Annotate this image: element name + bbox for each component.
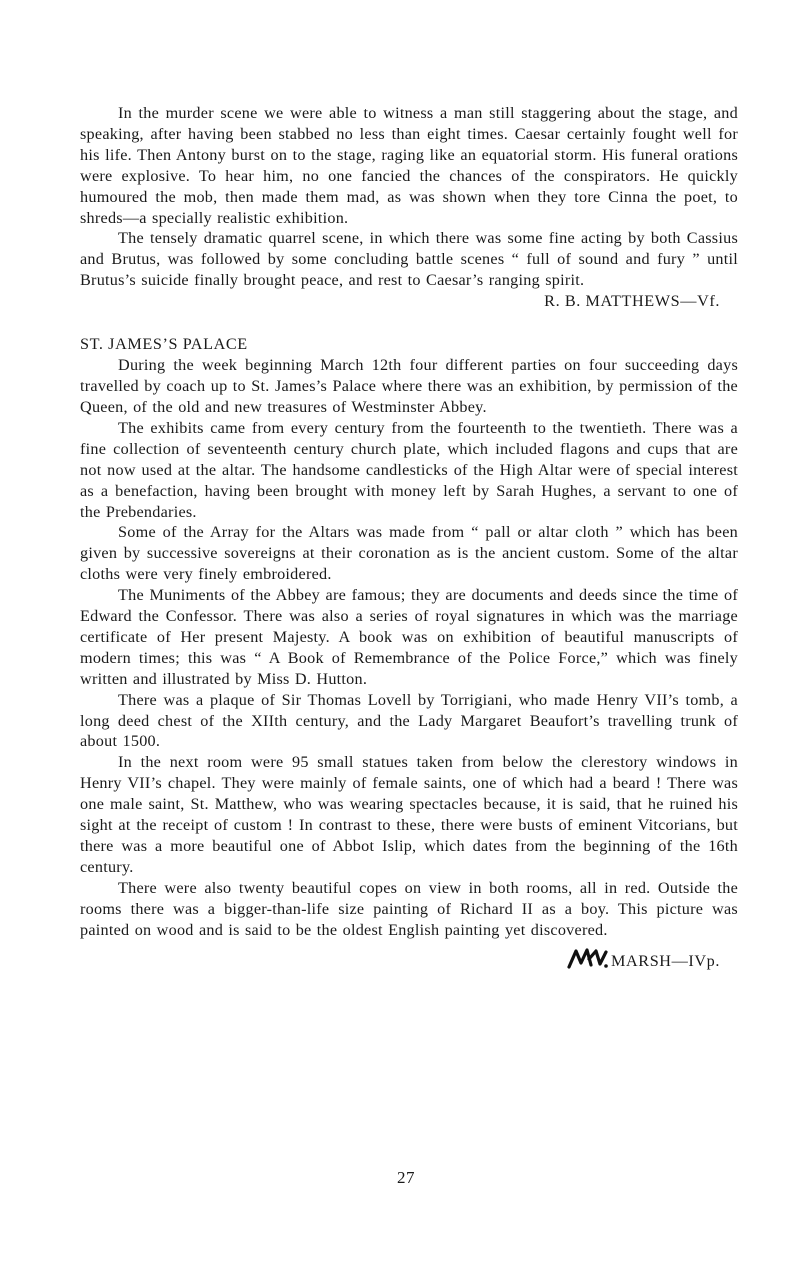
section-gap — [80, 312, 738, 334]
page-body — [80, 103, 738, 975]
paragraph: In the next room were 95 small statues taken from below the clerestory windows in Henry VII’s chapel. They were mainly of female saints, one of which had a beard ! There was one male saint, St. Matthew, who was wearing spectacles because, it is said, that he ruined his sight at the receipt of custom ! In contrast to these, there were busts of eminent Vitcorians, but there was a more beautiful one of Abbot Islip, which dates from the beginning of the 16th century. — [80, 753, 738, 876]
paragraph: There were also twenty beautiful copes on view in both rooms, all in red. Outside the rooms there was a bigger-than-life size painting of Richard II as a boy. This picture was painted on wood and is said to be the oldest English painting yet discovered. — [80, 878, 738, 939]
paragraph: The Muniments of the Abbey are famous; they are documents and deeds since the time of Edward the Confessor. There was also a series of royal signatures in which was the marriage certificate of Her present Majesty. A book was on exhibition of beautiful manuscripts of modern times; this was “ A Book of Remembrance of the Police Force,” which was finely written and illustrated by Miss D. Hutton. — [80, 586, 738, 688]
article-st-jamess-palace — [80, 334, 738, 974]
paragraph: During the week beginning March 12th four different parties on four succeeding days travelled by coach up to St. James’s Palace where there was an exhibition, by permission of the Queen, of the old and new treasures of Westminster Abbey. — [80, 356, 738, 416]
paragraph: The tensely dramatic quarrel scene, in which there was some fine acting by both Cassius and Brutus, was followed by some concluding battle scenes “ full of sound and fury ” until Brutus’s suicide finally brought peace, and rest to Caesar’s ranging spirit. — [80, 229, 738, 290]
article-julius-caesar-review — [80, 103, 738, 312]
handwritten-initial — [567, 947, 609, 975]
paragraph: The exhibits came from every century from the fourteenth to the twentieth. There was a fine collection of seventeenth century church plate, which included flagons and cups that are not now used at the altar. The handsome candlesticks of the High Altar were of special interest as a benefaction, having been brought with money left by Sarah Hughes, a servant to one of the Prebendaries. — [80, 418, 738, 521]
paragraph: In the murder scene we were able to witness a man still staggering about the stage, and speaking, after having been stabbed no less than eight times. Caesar certainly fought well for his life. Then Antony burst on to the stage, raging like an equatorial storm. His funeral orations were explosive. To hear him, no one fancied the chances of the conspirators. He quickly humoured the mob, then made them mad, as was shown when they tore Cinna the poet, to shreds—a specially realistic exhibition. — [80, 104, 738, 227]
author-signature: R. B. MATTHEWS—Vf. — [544, 292, 720, 311]
handwritten-initial-icon — [567, 947, 609, 969]
paragraph: There was a plaque of Sir Thomas Lovell by Torrigiani, who made Henry VII’s tomb, a long deed chest of the XIIth century, and the Lady Margaret Beaufort’s travelling trunk of about 1500. — [80, 690, 738, 751]
paragraph: Some of the Array for the Altars was made from “ pall or altar cloth ” which has been given by successive sovereigns at their coronation as is the ancient custom. Some of the altar cloths were very finely embroidered. — [80, 523, 738, 584]
page-number: 27 — [397, 1168, 415, 1187]
author-signature — [80, 947, 738, 975]
signature-name: MARSH—IVp. — [611, 951, 720, 970]
section-heading: ST. JAMES’S PALACE — [80, 335, 248, 354]
